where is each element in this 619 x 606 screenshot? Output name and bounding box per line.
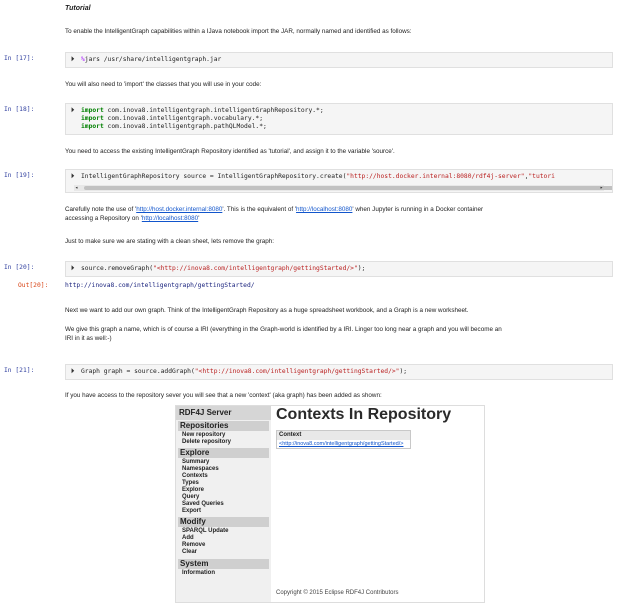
run-cell-icon[interactable]: ⏵ — [71, 265, 75, 272]
code-cell-19[interactable] — [65, 169, 613, 193]
rdf4j-server-title: RDF4J Server — [176, 406, 271, 420]
scroll-thumb[interactable] — [84, 186, 613, 190]
markdown-context: If you have access to the repository sever you will see that a new 'context' (aka graph) has been added as shown: — [65, 392, 382, 399]
code-line: com.inova8.intelligentgraph.vocabulary.*; — [107, 115, 263, 122]
menu-sparql-update[interactable]: SPARQL Update — [182, 528, 229, 534]
code-line: com.inova8.intelligentgraph.intelligentGraphRepository.*; — [107, 107, 324, 114]
cell-18-prompt: In [18]: — [4, 106, 35, 113]
menu-summary[interactable]: Summary — [182, 459, 210, 465]
code-cell-18[interactable]: ⏵ import com.inova8.intelligentgraph.intelligentGraphRepository.*; import com.inova8.intelligentgraph.vocabulary.*; import com.inova8.intelligentgraph.pathQLModel.*; — [65, 103, 613, 135]
markdown-import: You will also need to 'import' the classes that you will use in your code: — [65, 81, 262, 88]
section-modify: Modify — [178, 517, 269, 527]
rdf4j-footer: Copyright © 2015 Eclipse RDF4J Contributors — [276, 590, 399, 596]
markdown-access: You need to access the existing IntelligentGraph Repository identified as 'tutorial', and assign it to the variable 'source'. — [65, 148, 395, 155]
menu-saved-queries[interactable]: Saved Queries — [182, 501, 224, 507]
menu-information[interactable]: Information — [182, 570, 215, 576]
code-line: jars /usr/share/intelligentgraph.jar — [84, 56, 222, 63]
link-docker-host[interactable]: http://host.docker.internal:8080 — [136, 206, 223, 213]
out-20-text: http://inova8.com/intelligentgraph/gettingStarted/ — [65, 282, 255, 289]
markdown-clean: Just to make sure we are stating with a clean sheet, lets remove the graph: — [65, 238, 274, 245]
code-cell-17[interactable]: ⏵ %jars /usr/share/intelligentgraph.jar — [65, 52, 613, 68]
code-line: Graph graph = source.addGraph("<http://inova8.com/intelligentgraph/gettingStarted/>"); — [81, 368, 408, 375]
out-20-prompt: Out[20]: — [18, 282, 49, 289]
link-localhost[interactable]: http://localhost:8080 — [296, 206, 353, 213]
markdown-add-graph: Next we want to add our own graph. Think of the IntelligentGraph Repository as a huge spreadsheet workbook, and a Graph is a new worksheet. — [65, 307, 469, 314]
code-line: source.removeGraph("<http://inova8.com/intelligentgraph/gettingStarted/>"); — [81, 265, 366, 272]
section-repositories: Repositories — [178, 421, 269, 431]
menu-new-repository[interactable]: New repository — [182, 432, 226, 438]
code-line: IntelligentGraphRepository source = IntelligentGraphRepository.create("http://host.docker.internal:8080/rdf4j-server","tutori — [81, 173, 555, 180]
table-header: Context — [277, 431, 410, 440]
section-system: System — [178, 559, 269, 569]
scroll-right-icon[interactable]: ▸ — [599, 185, 603, 191]
horizontal-scrollbar[interactable] — [74, 185, 604, 191]
menu-clear[interactable]: Clear — [182, 549, 198, 555]
menu-explore[interactable]: Explore — [182, 487, 205, 493]
contexts-table — [276, 430, 411, 449]
markdown-intro: To enable the IntelligentGraph capabilities within a IJava notebook import the JAR, normally named and identified as follows: — [65, 28, 412, 35]
cell-17-prompt: In [17]: — [4, 55, 35, 62]
run-cell-icon[interactable]: ⏵ — [71, 173, 75, 180]
markdown-graph-name: We give this graph a name, which is of course a IRI (everything in the Graph-world is identified by a IRI. Linger too long near a graph and you will become an IRI in it as well:-) — [65, 326, 502, 342]
markdown-docker-note: Carefully note the use of 'http://host.docker.internal:8080'. This is the equivalent of 'http://localhost:8080' when Jupyter is running in a Docker container accessing a Repository on 'http://localhost:8080' — [65, 206, 484, 222]
run-cell-icon[interactable]: ⏵ — [71, 368, 75, 375]
menu-remove[interactable]: Remove — [182, 542, 206, 548]
menu-contexts[interactable]: Contexts — [182, 473, 208, 479]
code-cell-21[interactable] — [65, 364, 613, 380]
cell-21-prompt: In [21]: — [4, 367, 35, 374]
section-explore: Explore — [178, 448, 269, 458]
link-localhost-2[interactable]: http://localhost:8080 — [141, 215, 199, 222]
scroll-left-icon[interactable]: ◂ — [75, 185, 79, 191]
context-link[interactable]: <http://inova8.com/intelligentgraph/gettingStarted/> — [279, 441, 404, 447]
menu-types[interactable]: Types — [182, 480, 199, 486]
code-cell-20[interactable] — [65, 261, 613, 277]
rdf4j-screenshot — [175, 405, 485, 603]
rdf4j-sidebar — [176, 406, 271, 602]
menu-query[interactable]: Query — [182, 494, 200, 500]
cell-20-prompt: In [20]: — [4, 264, 35, 271]
menu-delete-repository[interactable]: Delete repository — [182, 439, 232, 445]
run-cell-icon[interactable]: ⏵ — [71, 56, 75, 63]
menu-namespaces[interactable]: Namespaces — [182, 466, 219, 472]
menu-add[interactable]: Add — [182, 535, 194, 541]
cell-19-prompt: In [19]: — [4, 172, 35, 179]
code-line: com.inova8.intelligentgraph.pathQLModel.*; — [107, 123, 267, 130]
run-cell-icon[interactable]: ⏵ — [71, 107, 75, 114]
section-heading: Tutorial — [65, 5, 91, 12]
menu-export[interactable]: Export — [182, 508, 202, 514]
rdf4j-page-title: Contexts In Repository — [276, 406, 452, 423]
